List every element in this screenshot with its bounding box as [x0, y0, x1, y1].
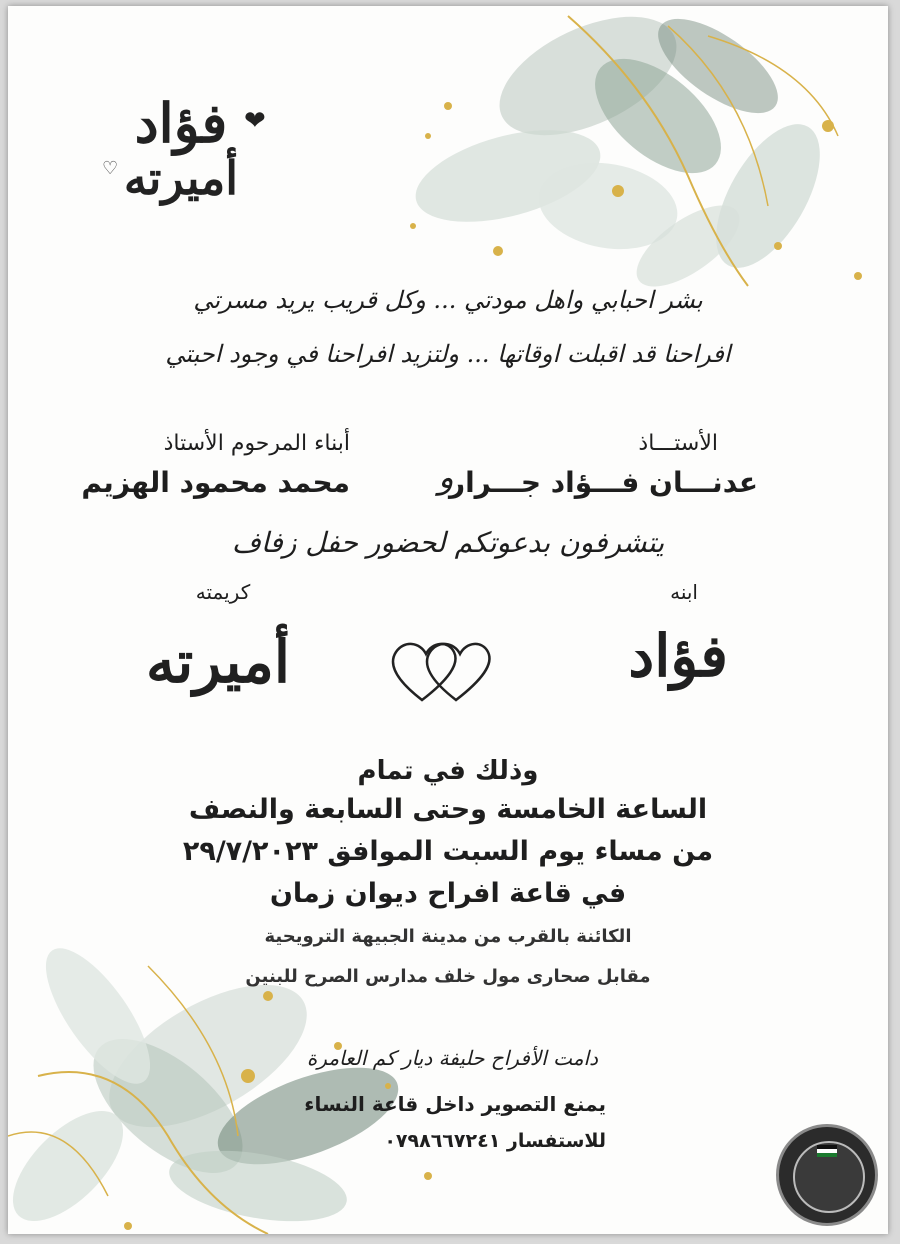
bride-label: كريمته — [195, 580, 251, 604]
groom-name: فؤاد — [628, 622, 728, 690]
invitation-card — [8, 6, 888, 1234]
groom-label: ابنه — [670, 580, 698, 604]
details-line-3: من مساء يوم السبت الموافق ٢٩/٧/٢٠٢٣ — [182, 836, 714, 867]
details-line-1: وذلك في تمام — [357, 756, 539, 786]
connector-and: و — [438, 458, 454, 496]
monogram-groom: فؤاد — [134, 91, 228, 155]
verse-line-2: افراحنا قد اقبلت اوقاتها ... ولتزيد افراحنا في وجود احبتي — [165, 340, 731, 368]
details-line-6: مقابل صحارى مول خلف مدارس الصرح للبنين — [245, 966, 651, 987]
top-floral-decoration — [388, 6, 888, 296]
bride-side-name: محمد محمود الهزيم — [81, 466, 350, 499]
flag-icon — [817, 1145, 837, 1157]
heart-icon: ❤ — [244, 106, 266, 136]
bride-side-title: أبناء المرحوم الأستاذ — [163, 431, 350, 456]
verse-line-1: بشر احبابي واهل مودتي ... وكل قريب يريد مسرتي — [193, 286, 703, 314]
bride-name: أميرته — [146, 628, 290, 696]
blessing-line: دامت الأفراح حليفة ديار كم العامرة — [306, 1046, 598, 1070]
photography-notice: يمنع التصوير داخل قاعة النساء — [304, 1092, 606, 1116]
details-line-4: في قاعة افراح ديوان زمان — [269, 878, 627, 909]
heart-outline-icon: ♡ — [102, 158, 119, 179]
invite-line: يتشرفون بدعوتكم لحضور حفل زفاف — [231, 526, 665, 559]
groom-side-name: عدنـــان فـــؤاد جـــرار — [448, 466, 758, 499]
details-line-5: الكائنة بالقرب من مدينة الجبيهة الترويحية — [264, 926, 632, 947]
monogram-bride: أميرته — [123, 151, 239, 205]
contact-line: للاستفسار ٠٧٩٨٦٦٧٢٤١ — [384, 1130, 606, 1152]
details-line-2: الساعة الخامسة وحتى السابعة والنصف — [188, 794, 708, 825]
monogram — [96, 91, 266, 205]
clan-logo-seal — [776, 1124, 878, 1226]
groom-side-title: الأستـــاذ — [638, 431, 718, 456]
two-hearts-icon — [386, 634, 496, 704]
